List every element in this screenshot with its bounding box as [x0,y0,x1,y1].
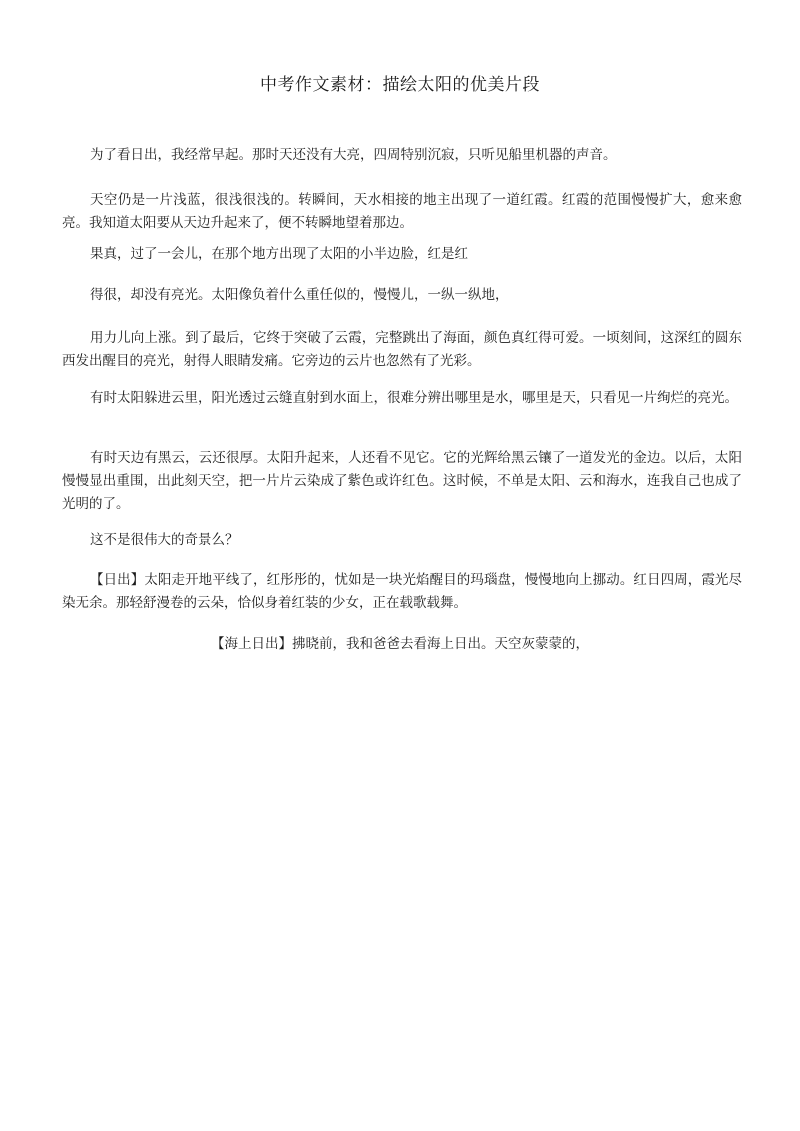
paragraph-7: 有时天边有黑云，云还很厚。太阳升起来，人还看不见它。它的光辉给黑云镶了一道发光的金边。以后，太阳慢慢显出重围，出此刻天空，把一片片云染成了紫色或许红色。这时候，不单是太阳、云和海水，连我自己也成了光明的了。 [62,450,742,512]
paragraph-3: 果真，过了一会儿，在那个地方出现了太阳的小半边脸，红是红 [90,246,468,262]
paragraph-6: 有时太阳躲进云里，阳光透过云缝直射到水面上，很难分辨出哪里是水，哪里是天，只看见一片绚烂的亮光。 [90,390,738,406]
paragraph-8: 这不是很伟大的奇景么？ [90,532,239,548]
paragraph-1: 为了看日出，我经常早起。那时天还没有大亮，四周特别沉寂，只听见船里机器的声音。 [90,147,617,163]
paragraph-2: 天空仍是一片浅蓝，很浅很浅的。转瞬间，天水相接的地主出现了一道红霞。红霞的范围慢慢扩大，愈来愈亮。我知道太阳要从天边升起来了，便不转瞬地望着那边。 [62,192,742,231]
paragraph-5: 用力儿向上涨。到了最后，它终于突破了云霞，完整跳出了海面，颜色真红得可爱。一顷刻间，这深红的圆东西发出醒目的亮光，射得人眼睛发痛。它旁边的云片也忽然有了光彩。 [62,330,742,369]
document-title: 中考作文素材：描绘太阳的优美片段 [260,75,540,95]
paragraph-4: 得很，却没有亮光。太阳像负着什么重任似的，慢慢儿，一纵一纵地， [90,287,509,303]
paragraph-10: 【海上日出】拂晓前，我和爸爸去看海上日出。天空灰蒙蒙的， [211,636,589,652]
paragraph-9: 【日出】太阳走开地平线了，红彤彤的，忧如是一块光焰醒目的玛瑙盘，慢慢地向上挪动。红日四周，霞光尽染无余。那轻舒漫卷的云朵，恰似身着红装的少女，正在载歌载舞。 [62,572,742,611]
